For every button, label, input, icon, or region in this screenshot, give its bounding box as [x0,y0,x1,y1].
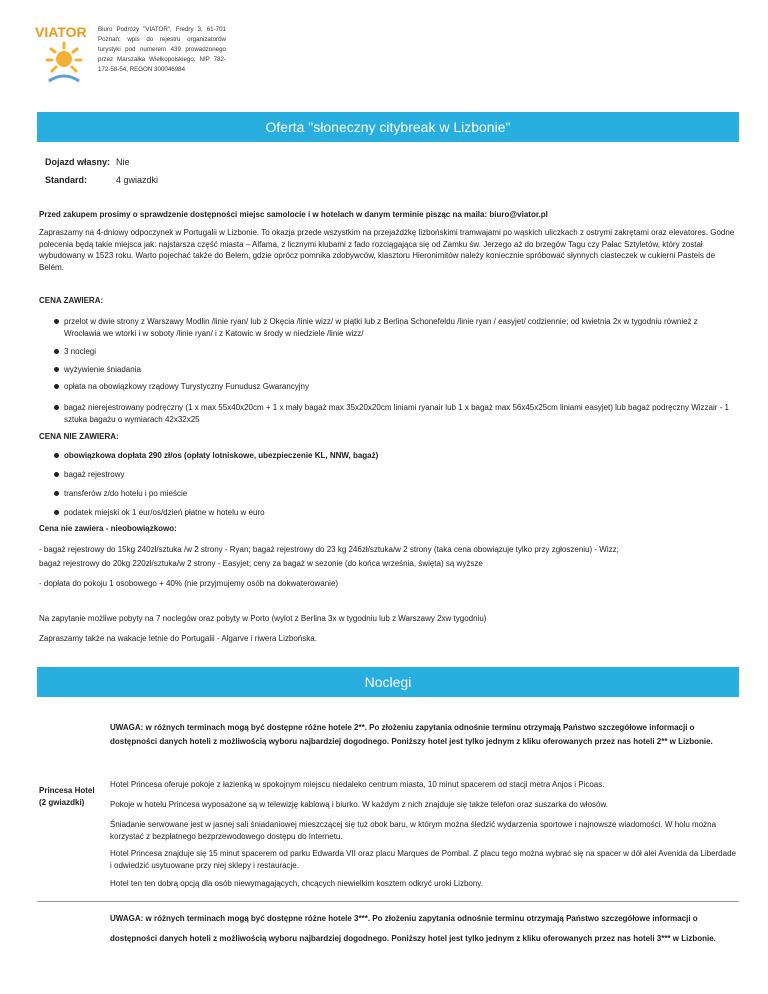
accommodation-banner: Noclegi [37,667,739,697]
hotel-paragraph: Hotel Princesa oferuje pokoje z łazienką w spokojnym miejscu niedaleko centrum miasta, 10 minut spacerem od stacji metra Anjos i Picoas. [110,780,605,789]
hotel-paragraph: Śniadanie serwowane jest w jasnej sali śniadaniowej mieszczącej się tuż obok baru, w którym można śledzić wydarzenia sportowe i najnowsze wiadomości. W holu można korzystać z bezpłatnego bezprzewodowego dostępu do Internetu. [110,820,717,841]
viator-logo [35,25,93,87]
offer-title-banner: Oferta "słoneczny citybreak w Lizbonie" [37,112,739,142]
logo-text: VIATOR [35,25,87,40]
optional-line: - dopłata do pokoju 1 osobowego + 40% (nie przyjmujemy osób na dokwaterowanie) [39,579,339,588]
hotel-name: Princesa Hotel (2 gwiazdki) [39,786,95,807]
detail-value-standard: 4 gwiazdki [116,175,159,185]
availability-notice: Przed zakupem prosimy o sprawdzenie dostępności miejsc samolocie i w hotelach w danym terminie pisząc na maila: biuro@viator.pl [39,210,548,219]
hotel3-warning: UWAGA: w różnych terminach mogą być dostępne różne hotele 3***. Po złożeniu zapytania odnośnie terminu otrzymają Państwo szczegółowe informacji o dostępności danych hoteli z możliwością wyboru najbardziej dogodnego. Poniższy hotel jest tylko jednym z kliku oferowanych przez nas hoteli 3*** w Lizbonie. [110,914,716,943]
excludes-title: CENA NIE ZAWIERA: [39,432,119,441]
optional-title: Cena nie zawiera - nieobowiązkowo: [39,524,177,533]
includes-item: bagaż nierejestrowany podręczny (1 x max 55x40x20cm + 1 x mały bagaż max 35x20x20cm liniami ryanair lub 1 x bagaż max 56x45x25cm liniami easyjet) lub bagaż podręczny Wizzair - 1 sztuka bagażu o wymiarach 42x32x25 [54,402,734,426]
hotel2-warning: UWAGA: w różnych terminach mogą być dostępne różne hotele 2**. Po złożeniu zapytania odnośnie terminu otrzymają Państwo szczegółowe informacji o dostępności danych hoteli z możliwością wyboru najbardziej dogodnego. Poniższy hotel jest tylko jednym z kliku oferowanych przez nas hoteli 2** w Lizbonie. [110,723,713,746]
detail-label-standard: Standard: [45,175,88,185]
section-divider [37,901,739,902]
includes-title: CENA ZAWIERA: [39,296,104,305]
sun-logo-icon [35,25,93,87]
hotel-paragraph: Hotel ten ten dobrą opcją dla osób niewymagających, chcących niewielkim kosztem odkryć uroki Lizbony. [110,879,483,888]
hotel-paragraph: Hotel Princesa znajduje się 15 minut spacerem od parku Edwarda VII oraz placu Marques de Pombal. Z placu tego można wybrać się na spacer w dół alei Avenida da Liberdade i odwiedzić usytuowane przy niej sklepy i restauracje. [110,849,736,870]
detail-label-transport: Dojazd własny: [45,157,111,167]
includes-item: przelot w dwie strony z Warszawy Modlin /linie ryan/ lub z Okęcia /linie wizz/ w piątki lub z Berlina Schonefeldu /linie ryan / easyjet/ codziennie; od kwietnia 2x w tygodniu również z Wrocławia we wtorki i w soboty /linie ryan/ i z Katowic w środy w niedziele /linie wizz/ [54,316,734,340]
extra-info: Zapraszamy także na wakacje letnie do Portugalii - Algarve i riwera Lizbońska. [39,634,317,643]
extra-info: Na zapytanie możliwe pobyty na 7 noclegów oraz pobyty w Porto (wylot z Berlina 3x w tygodniu lub z Warszawy 2xw tygodniu) [39,614,487,623]
company-info: Biuro Podróży "VIATOR", Fredry 3, 61-701 Poznań; wpis do rejestru organizatorów turystyki pod numerem 439 prowadzonego przez Marszałka Wielkopolskiego; NIP 782-172-58-54, REGON 300046984 [98,26,226,74]
optional-line: bagaż rejestrowy do 20kg 220zł/sztuka/w 2 strony - Easyjet; ceny za bagaż w sezonie (do końca września, święta) są wyższe [39,559,483,568]
offer-intro: Zapraszamy na 4-dniowy odpoczynek w Portugalii w Lizbonie. To okazja przede wszystkim na przejażdżkę lizbońskimi tramwajami po wąskich uliczkach z ostrymi zakrętami oraz elevatores. Godne polecenia będą takie miejsca jak: najstarsza część miasta – Alfama, z licznymi klubami z fado rozciągająca się od Zamku św. Jerzego aż do brzegów Tagu czy Pałac Sztyletów, który został wybudowany w 1523 roku. Warto pojechać także do Belem, gdzie oprócz pomnika zdobywców, klasztoru Hieronimitów należy koniecznie spróbować słynnych ciasteczek w cukierni Pasteis de Belém. [39,228,735,272]
detail-value-transport: Nie [116,157,130,167]
optional-line: - bagaż rejestrowy do 15kg 240zł/sztuka /w 2 strony - Ryan; bagaż rejestrowy do 23 kg 246zł/sztuka/w 2 strony (taka cena obowiązuje tylko przy zgłoszeniu) - Wizz; [39,545,619,554]
hotel-paragraph: Pokoje w hotelu Princesa wyposażone są w telewizję kablową i biurko. W każdym z nich znajduje się także telefon oraz suszarka do włosów. [110,800,609,809]
